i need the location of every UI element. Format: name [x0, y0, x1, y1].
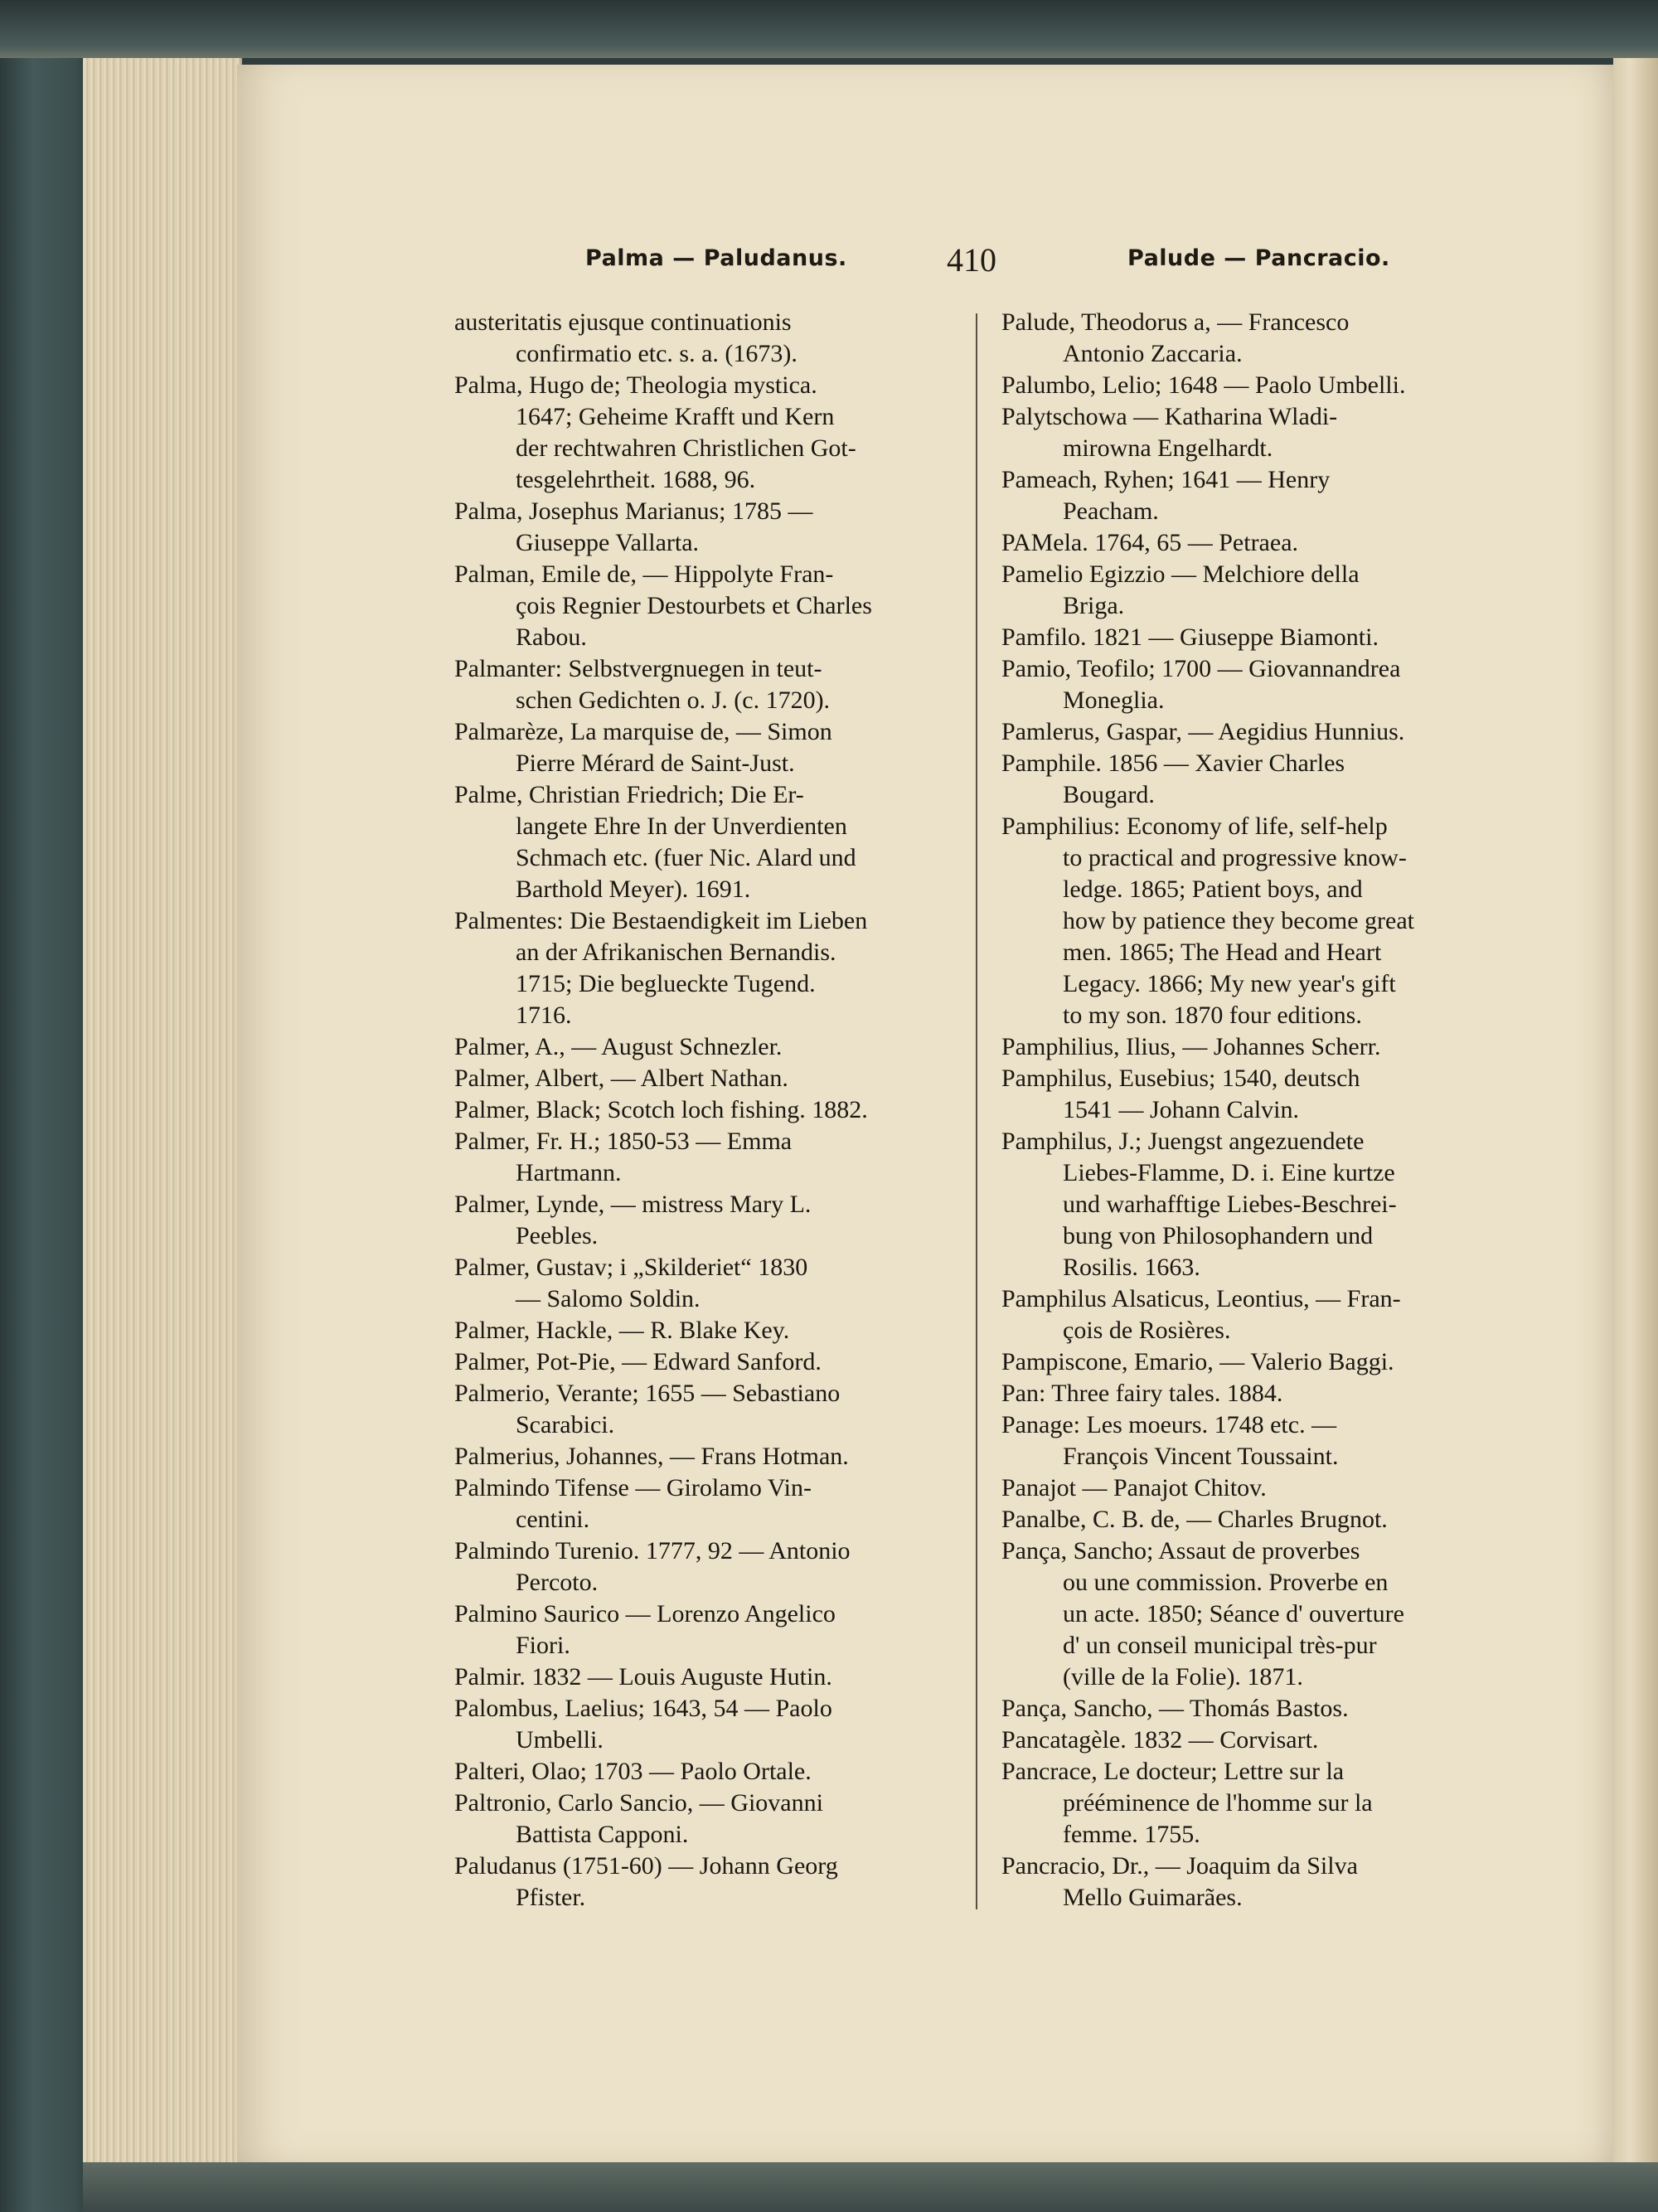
- page-stack-edge: [83, 58, 242, 2164]
- entry-continuation-line: confirmatio etc. s. a. (1673).: [516, 340, 797, 367]
- entry-continuation-line: (ville de la Folie). 1871.: [1063, 1663, 1303, 1691]
- index-entry: [1001, 1756, 1492, 1851]
- entry-continuation-line: ledge. 1865; Patient boys, and: [1063, 876, 1363, 903]
- index-entry: [454, 559, 943, 653]
- entry-line: Panalbe, C. B. de, — Charles Brugnot.: [1001, 1506, 1388, 1533]
- entry-line: Paludanus (1751-60) — Johann Georg: [454, 1852, 838, 1880]
- index-entry: [1001, 1535, 1492, 1693]
- index-entry: [454, 1535, 943, 1598]
- entry-continuation-line: Schmach etc. (fuer Nic. Alard und: [516, 844, 856, 871]
- entry-continuation-line: mirowna Engelhardt.: [1063, 434, 1273, 462]
- index-entry: [454, 307, 943, 370]
- header-right-title: Palude — Pancracio.: [1127, 245, 1390, 271]
- entry-line: Pancatagèle. 1832 — Corvisart.: [1001, 1726, 1319, 1754]
- entry-line: Palmer, Hackle, — R. Blake Key.: [454, 1317, 790, 1344]
- index-entry: [454, 1441, 943, 1472]
- entry-line: Pancrace, Le docteur; Lettre sur la: [1001, 1758, 1345, 1785]
- entry-continuation-line: und warhafftige Liebes-Beschrei-: [1063, 1191, 1397, 1218]
- entry-continuation-line: Pierre Mérard de Saint-Just.: [516, 749, 795, 777]
- entry-line: Palude, Theodorus a, — Francesco: [1001, 308, 1350, 336]
- entry-continuation-line: Liebes-Flamme, D. i. Eine kurtze: [1063, 1159, 1395, 1186]
- entry-continuation-line: Peebles.: [516, 1222, 599, 1249]
- entry-continuation-line: Moneglia.: [1063, 686, 1165, 714]
- entry-continuation-line: Mello Guimarães.: [1063, 1884, 1243, 1911]
- index-entry: [1001, 1851, 1492, 1914]
- entry-continuation-line: Bougard.: [1063, 781, 1155, 808]
- entry-continuation-line: centini.: [516, 1506, 590, 1533]
- entry-continuation-line: Scarabici.: [516, 1411, 615, 1438]
- entry-continuation-line: Briga.: [1063, 592, 1125, 619]
- facing-page-edge: [1613, 58, 1658, 2164]
- entry-line: Palmer, A., — August Schnezler.: [454, 1033, 783, 1060]
- entry-line: Pamio, Teofilo; 1700 — Giovannandrea: [1001, 655, 1401, 682]
- entry-continuation-line: 1715; Die beglueckte Tugend.: [516, 970, 816, 997]
- entry-continuation-line: Peacham.: [1063, 497, 1159, 525]
- index-entry: [1001, 1378, 1492, 1409]
- entry-continuation-line: — Salomo Soldin.: [516, 1285, 701, 1312]
- index-entry: [1001, 1031, 1492, 1063]
- index-entry: [454, 1189, 943, 1252]
- entry-line: Palytschowa — Katharina Wladi-: [1001, 403, 1338, 430]
- entry-continuation-line: men. 1865; The Head and Heart: [1063, 939, 1382, 966]
- index-entry: [454, 1063, 943, 1094]
- index-entry: [1001, 307, 1492, 370]
- entry-line: Pamphilius: Economy of life, self-help: [1001, 813, 1388, 840]
- index-entry: [454, 1126, 943, 1189]
- entry-line: Pamfilo. 1821 — Giuseppe Biamonti.: [1001, 623, 1379, 651]
- entry-line: Paltronio, Carlo Sancio, — Giovanni: [454, 1789, 823, 1817]
- entry-continuation-line: bung von Philosophandern und: [1063, 1222, 1374, 1249]
- entry-continuation-line: 1647; Geheime Krafft und Kern: [516, 403, 835, 430]
- index-entry: [454, 496, 943, 559]
- index-entry: [454, 905, 943, 1031]
- index-entry: [1001, 1283, 1492, 1346]
- running-header: [237, 241, 1613, 287]
- entry-line: Palmarèze, La marquise de, — Simon: [454, 718, 832, 745]
- index-entry: [1001, 1409, 1492, 1472]
- index-entry: [454, 1598, 943, 1661]
- entry-line: Palmanter: Selbstvergnuegen in teut-: [454, 655, 822, 682]
- page-number: 410: [947, 241, 996, 279]
- entry-continuation-line: çois Regnier Destourbets et Charles: [516, 592, 872, 619]
- entry-continuation-line: Fiori.: [516, 1632, 570, 1659]
- entry-line: austeritatis ejusque continuationis: [454, 308, 792, 336]
- index-entry: [1001, 811, 1492, 1031]
- entry-continuation-line: femme. 1755.: [1063, 1821, 1200, 1848]
- entry-line: Palmentes: Die Bestaendigkeit im Lieben: [454, 907, 868, 934]
- entry-continuation-line: schen Gedichten o. J. (c. 1720).: [516, 686, 831, 714]
- entry-line: Pamphilius, Ilius, — Johannes Scherr.: [1001, 1033, 1381, 1060]
- entry-continuation-line: Giuseppe Vallarta.: [516, 529, 700, 556]
- index-entry: [1001, 622, 1492, 653]
- entry-continuation-line: 1541 — Johann Calvin.: [1063, 1096, 1299, 1123]
- entry-continuation-line: Rosilis. 1663.: [1063, 1254, 1200, 1281]
- entry-line: Palumbo, Lelio; 1648 — Paolo Umbelli.: [1001, 371, 1406, 399]
- index-entry: [454, 1851, 943, 1914]
- entry-line: Palmer, Gustav; i „Skilderiet“ 1830: [454, 1254, 808, 1281]
- index-entry: [1001, 1724, 1492, 1756]
- index-entry: [454, 1378, 943, 1441]
- entry-line: Pamelio Egizzio — Melchiore della: [1001, 560, 1360, 588]
- entry-continuation-line: an der Afrikanischen Bernandis.: [516, 939, 836, 966]
- index-entry: [454, 1788, 943, 1851]
- index-entry: [1001, 748, 1492, 811]
- entry-continuation-line: Antonio Zaccaria.: [1063, 340, 1243, 367]
- index-entry: [1001, 527, 1492, 559]
- entry-line: Palombus, Laelius; 1643, 54 — Paolo: [454, 1695, 832, 1722]
- entry-continuation-line: çois de Rosières.: [1063, 1317, 1231, 1344]
- entry-continuation-line: Pfister.: [516, 1884, 586, 1911]
- entry-line: Pamphilus Alsaticus, Leontius, — Fran-: [1001, 1285, 1401, 1312]
- index-entry: [454, 1315, 943, 1346]
- entry-continuation-line: Legacy. 1866; My new year's gift: [1063, 970, 1396, 997]
- entry-line: Palmer, Albert, — Albert Nathan.: [454, 1065, 788, 1092]
- entry-continuation-line: Percoto.: [516, 1569, 599, 1596]
- index-entry: [1001, 464, 1492, 527]
- entry-continuation-line: 1716.: [516, 1002, 572, 1029]
- entry-line: Palmerius, Johannes, — Frans Hotman.: [454, 1443, 849, 1470]
- index-entry: [1001, 1346, 1492, 1378]
- left-column: [454, 307, 943, 1914]
- entry-continuation-line: to practical and progressive know-: [1063, 844, 1407, 871]
- entry-continuation-line: ou une commission. Proverbe en: [1063, 1569, 1389, 1596]
- entry-continuation-line: Hartmann.: [516, 1159, 622, 1186]
- index-entry: [1001, 1693, 1492, 1724]
- entry-line: Panage: Les moeurs. 1748 etc. —: [1001, 1411, 1337, 1438]
- entry-line: Palmer, Pot-Pie, — Edward Sanford.: [454, 1348, 822, 1375]
- index-entry: [1001, 1472, 1492, 1504]
- index-entry: [454, 1661, 943, 1693]
- entry-continuation-line: der rechtwahren Christlichen Got-: [516, 434, 856, 462]
- index-entry: [1001, 1504, 1492, 1535]
- entry-line: Palme, Christian Friedrich; Die Er-: [454, 781, 804, 808]
- entry-line: PAMela. 1764, 65 — Petraea.: [1001, 529, 1299, 556]
- entry-line: Palma, Josephus Marianus; 1785 —: [454, 497, 813, 525]
- book-cover-top: [0, 0, 1658, 58]
- index-entry: [1001, 1063, 1492, 1126]
- index-entry: [454, 653, 943, 716]
- entry-continuation-line: how by patience they become great: [1063, 907, 1414, 934]
- entry-line: Palmerio, Verante; 1655 — Sebastiano: [454, 1380, 841, 1407]
- entry-line: Palteri, Olao; 1703 — Paolo Ortale.: [454, 1758, 812, 1785]
- index-entry: [454, 1472, 943, 1535]
- entry-continuation-line: langete Ehre In der Unverdienten: [516, 813, 847, 840]
- right-column: [1001, 307, 1492, 1914]
- entry-continuation-line: to my son. 1870 four editions.: [1063, 1002, 1362, 1029]
- entry-continuation-line: d' un conseil municipal très-pur: [1063, 1632, 1377, 1659]
- entry-line: Palma, Hugo de; Theologia mystica.: [454, 371, 817, 399]
- index-entry: [1001, 716, 1492, 748]
- entry-continuation-line: Barthold Meyer). 1691.: [516, 876, 751, 903]
- index-entry: [454, 1252, 943, 1315]
- entry-line: Pancracio, Dr., — Joaquim da Silva: [1001, 1852, 1358, 1880]
- entry-line: Pampiscone, Emario, — Valerio Baggi.: [1001, 1348, 1394, 1375]
- index-entry: [454, 1094, 943, 1126]
- index-entry: [1001, 1126, 1492, 1283]
- index-entry: [454, 1693, 943, 1756]
- entry-line: Palmino Saurico — Lorenzo Angelico: [454, 1600, 836, 1627]
- header-left-title: Palma — Paludanus.: [585, 245, 847, 271]
- entry-line: Palmindo Turenio. 1777, 92 — Antonio: [454, 1537, 851, 1564]
- index-entry: [454, 716, 943, 779]
- entry-continuation-line: un acte. 1850; Séance d' ouverture: [1063, 1600, 1404, 1627]
- entry-line: Palmer, Fr. H.; 1850-53 — Emma: [454, 1128, 793, 1155]
- entry-line: Pança, Sancho; Assaut de proverbes: [1001, 1537, 1360, 1564]
- index-entry: [1001, 401, 1492, 464]
- entry-line: Pança, Sancho, — Thomás Bastos.: [1001, 1695, 1349, 1722]
- entry-line: Palmer, Black; Scotch loch fishing. 1882.: [454, 1096, 868, 1123]
- entry-line: Pameach, Ryhen; 1641 — Henry: [1001, 466, 1331, 493]
- entry-line: Palmir. 1832 — Louis Auguste Hutin.: [454, 1663, 832, 1691]
- column-divider: [976, 313, 977, 1909]
- book-bottom-edge: [83, 2162, 1658, 2212]
- index-entry: [454, 1756, 943, 1788]
- index-entry: [1001, 559, 1492, 622]
- entry-line: Palmer, Lynde, — mistress Mary L.: [454, 1191, 812, 1218]
- entry-continuation-line: Battista Capponi.: [516, 1821, 689, 1848]
- entry-continuation-line: Rabou.: [516, 623, 587, 651]
- entry-line: Pamphilus, Eusebius; 1540, deutsch: [1001, 1065, 1360, 1092]
- index-entry: [1001, 653, 1492, 716]
- entry-line: Pan: Three fairy tales. 1884.: [1001, 1380, 1283, 1407]
- index-entry: [454, 1346, 943, 1378]
- index-entry: [454, 779, 943, 905]
- entry-continuation-line: Umbelli.: [516, 1726, 604, 1754]
- entry-continuation-line: François Vincent Toussaint.: [1063, 1443, 1339, 1470]
- entry-continuation-line: prééminence de l'homme sur la: [1063, 1789, 1373, 1817]
- index-entry: [1001, 370, 1492, 401]
- entry-line: Palmindo Tifense — Girolamo Vin-: [454, 1474, 812, 1501]
- index-entry: [454, 1031, 943, 1063]
- entry-line: Panajot — Panajot Chitov.: [1001, 1474, 1267, 1501]
- entry-line: Palman, Emile de, — Hippolyte Fran-: [454, 560, 834, 588]
- entry-line: Pamlerus, Gaspar, — Aegidius Hunnius.: [1001, 718, 1405, 745]
- entry-line: Pamphile. 1856 — Xavier Charles: [1001, 749, 1345, 777]
- entry-line: Pamphilus, J.; Juengst angezuendete: [1001, 1128, 1365, 1155]
- index-entry: [454, 370, 943, 496]
- entry-continuation-line: tesgelehrtheit. 1688, 96.: [516, 466, 756, 493]
